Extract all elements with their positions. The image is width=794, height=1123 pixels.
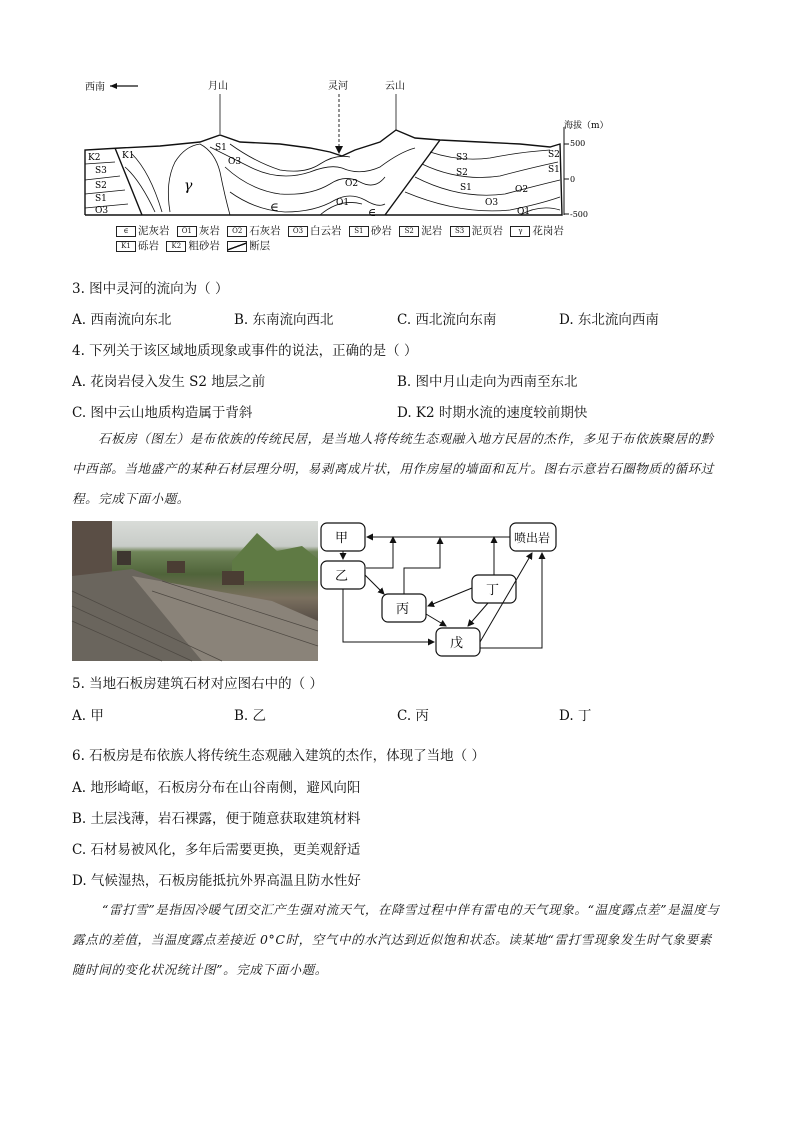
svg-text:O2: O2 xyxy=(345,179,359,189)
legend-item: O3 白云岩 xyxy=(288,225,342,237)
q5-option-c[interactable]: C. 丙 xyxy=(397,708,429,724)
yueshan-label: 月山 xyxy=(208,81,228,92)
q6-option-a[interactable]: A. 地形崎岖，石板房分布在山谷南侧，避风向阳 xyxy=(72,780,361,796)
stone-house-photo xyxy=(72,521,318,661)
svg-text:K2: K2 xyxy=(88,153,101,163)
q3-stem: 3. 图中灵河的流向为（ ） xyxy=(72,281,229,297)
legend-item: K1 砾岩 xyxy=(116,240,159,252)
q5-option-a[interactable]: A. 甲 xyxy=(72,708,104,724)
legend-item: γ 花岗岩 xyxy=(510,225,564,237)
svg-text:S1: S1 xyxy=(548,165,560,175)
q6-option-b[interactable]: B. 土层浅薄，岩石裸露，便于随意获取建筑材料 xyxy=(72,811,361,827)
section-legend xyxy=(116,224,616,254)
label-ding: 丁 xyxy=(486,583,500,598)
q4-option-d[interactable]: D. K2 时期水流的速度较前期快 xyxy=(397,405,588,421)
svg-text:γ: γ xyxy=(184,178,193,194)
svg-text:S1: S1 xyxy=(460,183,472,193)
svg-text:O3: O3 xyxy=(485,198,499,208)
q4-option-b[interactable]: B. 图中月山走向为西南至东北 xyxy=(397,374,578,390)
legend-item: O2 石灰岩 xyxy=(227,225,281,237)
legend-item: K2 粗砂岩 xyxy=(166,240,220,252)
label-jia: 甲 xyxy=(335,531,349,546)
q4-option-c[interactable]: C. 图中云山地质构造属于背斜 xyxy=(72,405,253,421)
q3-option-d[interactable]: D. 东北流向西南 xyxy=(559,312,659,328)
yunshan-label: 云山 xyxy=(385,81,405,92)
svg-text:∈: ∈ xyxy=(270,200,279,214)
svg-text:O3: O3 xyxy=(228,157,242,167)
q3-option-b[interactable]: B. 东南流向西北 xyxy=(234,312,334,328)
q5-option-d[interactable]: D. 丁 xyxy=(559,708,592,724)
svg-text:O1: O1 xyxy=(517,207,531,217)
label-wu: 戊 xyxy=(450,636,464,651)
q6-option-d[interactable]: D. 气候湿热，石板房能抵抗外界高温且防水性好 xyxy=(72,873,361,889)
svg-text:S1: S1 xyxy=(95,194,107,204)
q5-stem: 5. 当地石板房建筑石材对应图右中的（ ） xyxy=(72,676,323,692)
svg-text:S2: S2 xyxy=(548,150,560,160)
svg-text:K1: K1 xyxy=(122,151,135,161)
fault-legend-icon xyxy=(227,241,247,252)
q3-option-c[interactable]: C. 西北流向东南 xyxy=(397,312,497,328)
tick-0: 0 xyxy=(570,175,576,184)
svg-text:S1: S1 xyxy=(215,143,227,153)
linghe-arrowhead xyxy=(335,146,343,154)
stone-house-photo-svg xyxy=(72,521,318,661)
tick-neg500: -500 xyxy=(570,210,588,219)
legend-item: O1 灰岩 xyxy=(177,225,220,237)
q5-option-b[interactable]: B. 乙 xyxy=(234,708,267,724)
intro-stone-house: 石板房（图左）是布依族的传统民居，是当地人将传统生态观融入地方民居的杰作，多见于布依族聚居的黔中西部。当地盛产的某种石材层理分明，易剥离成片状，用作房屋的墙面和瓦片。图右示意岩石圈物质的循环过程。完成下面小题。 xyxy=(72,431,714,506)
label-yi: 乙 xyxy=(335,569,349,584)
q4-option-a[interactable]: A. 花岗岩侵入发生 S2 地层之前 xyxy=(72,374,266,390)
svg-text:∈: ∈ xyxy=(368,206,377,219)
axis-label: 海拔（m） xyxy=(564,121,609,131)
linghe-label: 灵河 xyxy=(328,81,348,92)
q6-option-c[interactable]: C. 石材易被风化，多年后需要更换，更美观舒适 xyxy=(72,842,361,858)
legend-item: 断层 xyxy=(227,240,270,252)
q3-option-a[interactable]: A. 西南流向东北 xyxy=(72,312,172,328)
label-volcanic: 喷出岩 xyxy=(514,531,551,545)
rock-cycle-diagram xyxy=(318,518,558,663)
rock-cycle-svg xyxy=(318,518,558,663)
svg-text:S2: S2 xyxy=(95,181,107,191)
svg-text:O1: O1 xyxy=(336,198,350,208)
intro-thunder-snow: “雷打雪”是指因冷暖气团交汇产生强对流天气，在降雪过程中伴有雷电的天气现象。“温度露点差”是温度与露点的差值，当温度露点差接近 0°C时，空气中的水汽达到近似饱和状态。读某地“雷打雪现象发生时气象要素随时间的变化状况统计图”。完成下面小题。 xyxy=(72,902,720,977)
legend-item: ∈ 泥灰岩 xyxy=(116,225,170,237)
legend-item: S3 泥页岩 xyxy=(450,225,504,237)
direction-arrowhead xyxy=(110,83,117,89)
svg-text:S2: S2 xyxy=(456,168,468,178)
svg-text:S3: S3 xyxy=(456,153,468,163)
legend-item: S1 砂岩 xyxy=(349,225,392,237)
legend-item: S2 泥岩 xyxy=(399,225,442,237)
svg-text:O2: O2 xyxy=(515,185,529,195)
label-bing: 丙 xyxy=(396,602,410,617)
svg-text:S3: S3 xyxy=(95,166,107,176)
direction-label: 西南 xyxy=(85,82,105,93)
svg-text:O3: O3 xyxy=(95,206,109,216)
tick-500: 500 xyxy=(570,139,586,148)
q6-stem: 6. 石板房是布依族人将传统生态观融入建筑的杰作，体现了当地（ ） xyxy=(72,748,485,764)
q4-stem: 4. 下列关于该区域地质现象或事件的说法，正确的是（ ） xyxy=(72,343,418,359)
